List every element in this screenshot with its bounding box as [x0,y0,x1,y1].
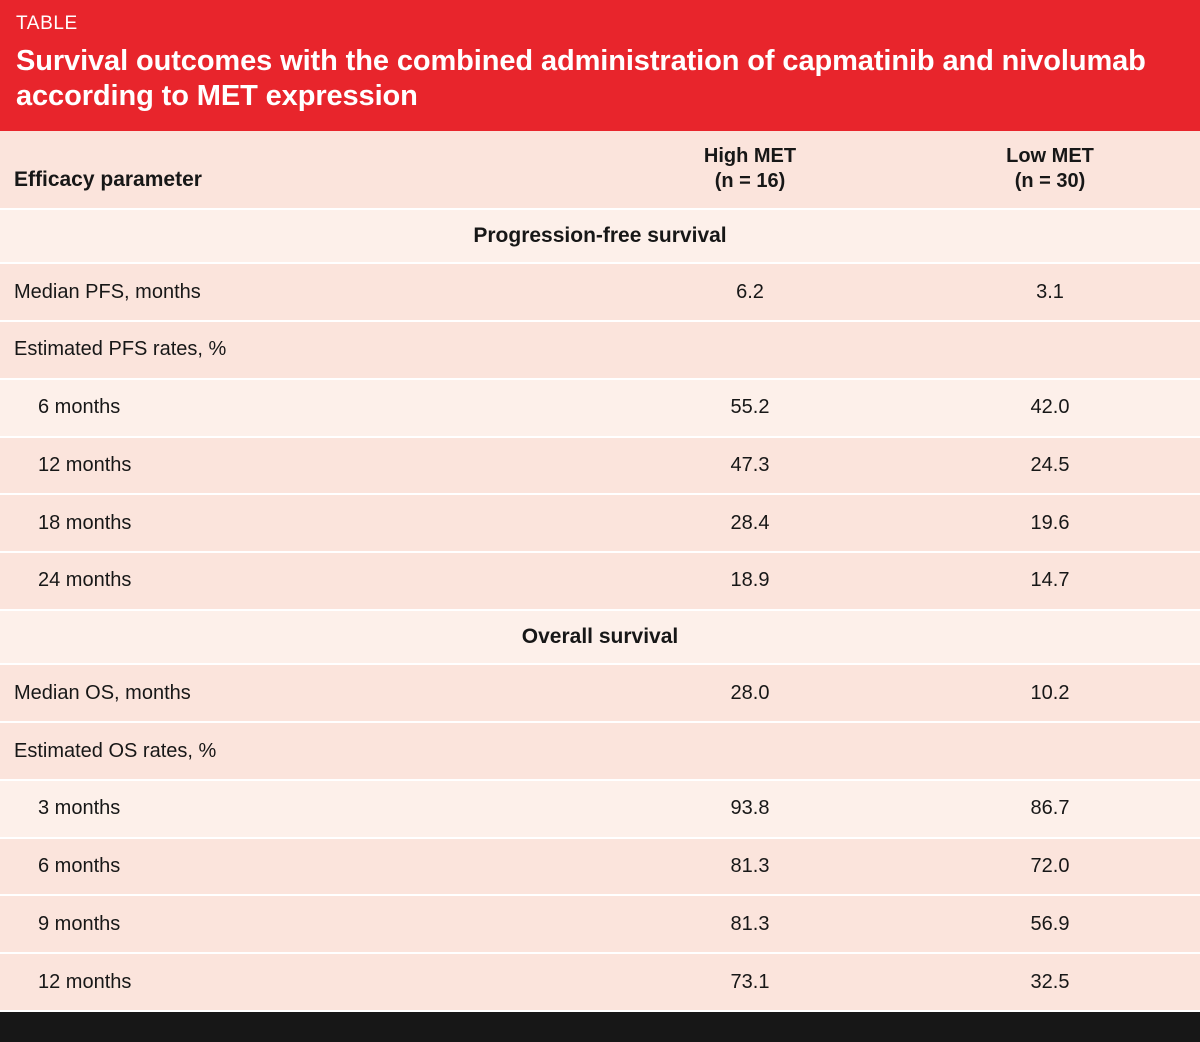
cell-high-met: 93.8 [600,780,900,838]
table-row [0,722,1200,780]
survival-outcomes-table [0,131,1200,1012]
table-row [0,437,1200,495]
section-label: Progression-free survival [0,209,1200,264]
cell-low-met [900,321,1200,379]
column-header-high-met [600,131,900,209]
cell-low-met: 14.7 [900,552,1200,610]
row-label: Median OS, months [0,664,600,722]
table-row [0,552,1200,610]
table-body [0,209,1200,1011]
row-label: 3 months [0,780,600,838]
cell-high-met: 73.1 [600,953,900,1011]
row-label: 9 months [0,895,600,953]
row-label: Estimated PFS rates, % [0,321,600,379]
cell-high-met: 28.4 [600,494,900,552]
figure-footer-bar [0,1012,1200,1042]
table-row [0,379,1200,437]
row-label: Median PFS, months [0,263,600,321]
row-label: 6 months [0,379,600,437]
table-header-row [0,131,1200,209]
cell-high-met: 18.9 [600,552,900,610]
cell-high-met: 81.3 [600,895,900,953]
cell-low-met: 56.9 [900,895,1200,953]
column-header-high-met-label: High MET [703,145,797,168]
cell-low-met: 19.6 [900,494,1200,552]
cell-low-met: 3.1 [900,263,1200,321]
table-row [0,953,1200,1011]
row-label: Estimated OS rates, % [0,722,600,780]
figure-kicker: TABLE [16,13,78,34]
cell-high-met: 6.2 [600,263,900,321]
cell-low-met [900,722,1200,780]
table-row [0,838,1200,896]
column-header-low-met-count: (n = 30) [1014,170,1086,193]
table-section-row [0,209,1200,264]
row-label: 12 months [0,953,600,1011]
row-label: 18 months [0,494,600,552]
table-section-row [0,610,1200,665]
table-row [0,895,1200,953]
row-label: 12 months [0,437,600,495]
figure-title: Survival outcomes with the combined administration of capmatinib and nivolumab according to MET expression [16,44,1146,113]
table-row [0,263,1200,321]
table-row [0,664,1200,722]
cell-low-met: 42.0 [900,379,1200,437]
cell-low-met: 10.2 [900,664,1200,722]
cell-low-met: 72.0 [900,838,1200,896]
cell-high-met: 28.0 [600,664,900,722]
column-header-low-met [900,131,1200,209]
cell-low-met: 86.7 [900,780,1200,838]
cell-high-met [600,722,900,780]
column-header-low-met-label: Low MET [1006,145,1094,168]
column-header-high-met-count: (n = 16) [714,170,786,193]
cell-low-met: 32.5 [900,953,1200,1011]
cell-high-met: 47.3 [600,437,900,495]
cell-high-met [600,321,900,379]
table-head [0,131,1200,209]
table-row [0,780,1200,838]
row-label: 24 months [0,552,600,610]
cell-low-met: 24.5 [900,437,1200,495]
table-row [0,494,1200,552]
cell-high-met: 55.2 [600,379,900,437]
cell-high-met: 81.3 [600,838,900,896]
section-label: Overall survival [0,610,1200,665]
column-header-efficacy-parameter: Efficacy parameter [0,131,600,209]
figure-header [0,0,1200,131]
row-label: 6 months [0,838,600,896]
table-row [0,321,1200,379]
